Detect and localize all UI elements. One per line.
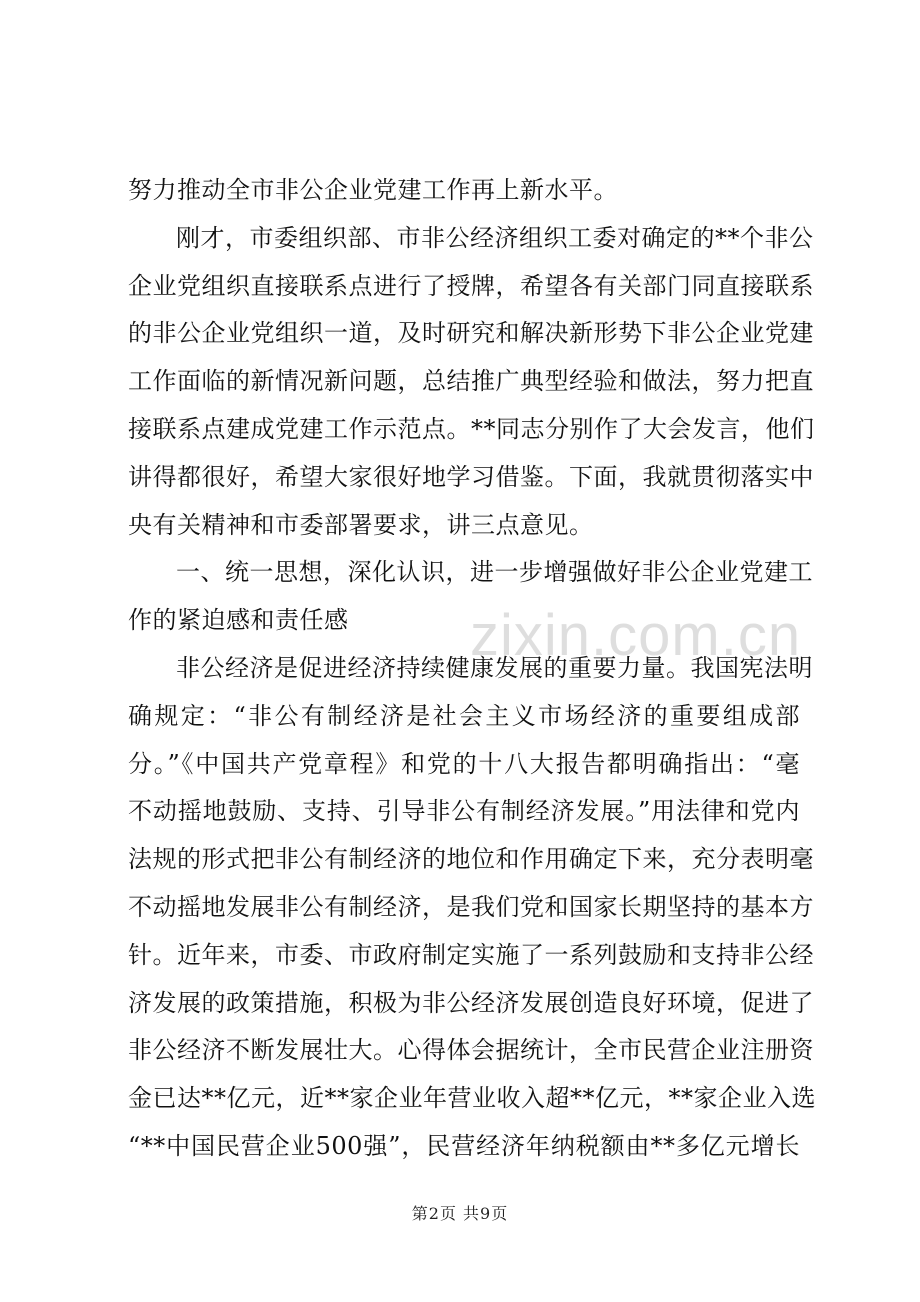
section-heading-line: 作的紧迫感和责任感 [128, 606, 349, 634]
paragraph-line: 的非公企业党组织一道，及时研究和解决新形势下非公企业党建 [128, 319, 814, 347]
watermark: zixin.com.cn [470, 603, 802, 668]
paragraph-line: 接联系点建成党建工作示范点。**同志分别作了大会发言，他们 [128, 415, 815, 443]
paragraph-line: 努力推动全市非公企业党建工作再上新水平。 [128, 176, 618, 204]
paragraph-line: 济发展的政策措施，积极为非公经济发展创造良好环境，促进了 [128, 989, 814, 1017]
paragraph-line: 央有关精神和市委部署要求，讲三点意见。 [128, 511, 594, 539]
paragraph-line: 讲得都很好，希望大家很好地学习借鉴。下面，我就贯彻落实中 [128, 463, 814, 491]
paragraph-line: “**中国民营企业500强”，民营经济年纳税额由**多亿元增长 [128, 1132, 800, 1160]
paragraph-line: 金已达**亿元，近**家企业年营业收入超**亿元，**家企业入选 [128, 1084, 816, 1112]
paragraph-line: 针。近年来，市委、市政府制定实施了一系列鼓励和支持非公经 [128, 941, 814, 969]
paragraph-line: 企业党组织直接联系点进行了授牌，希望各有关部门同直接联系 [128, 272, 814, 300]
section-heading-line: 一、统一思想，深化认识，进一步增强做好非公企业党建工 [176, 558, 813, 586]
page-number-footer: 第2页 共9页 [411, 1204, 509, 1223]
paragraph-line: 法规的形式把非公有制经济的地位和作用确定下来，充分表明毫 [128, 845, 814, 873]
paragraph-line: 非公经济是促进经济持续健康发展的重要力量。我国宪法明 [176, 654, 813, 682]
paragraph-line: 分。”《中国共产党章程》和党的十八大报告都明确指出：“毫 [128, 750, 800, 778]
paragraph-line: 不动摇地发展非公有制经济，是我们党和国家长期坚持的基本方 [128, 893, 814, 921]
paragraph-line: 非公经济不断发展壮大。心得体会据统计，全市民营企业注册资 [128, 1036, 814, 1064]
paragraph-line: 工作面临的新情况新问题，总结推广典型经验和做法，努力把直 [128, 367, 814, 395]
paragraph-line: 不动摇地鼓励、支持、引导非公有制经济发展。”用法律和党内 [128, 797, 800, 825]
paragraph-line: 确规定：“非公有制经济是社会主义市场经济的重要组成部 [128, 702, 800, 730]
paragraph-line: 刚才，市委组织部、市非公经济组织工委对确定的**个非公 [176, 224, 814, 252]
